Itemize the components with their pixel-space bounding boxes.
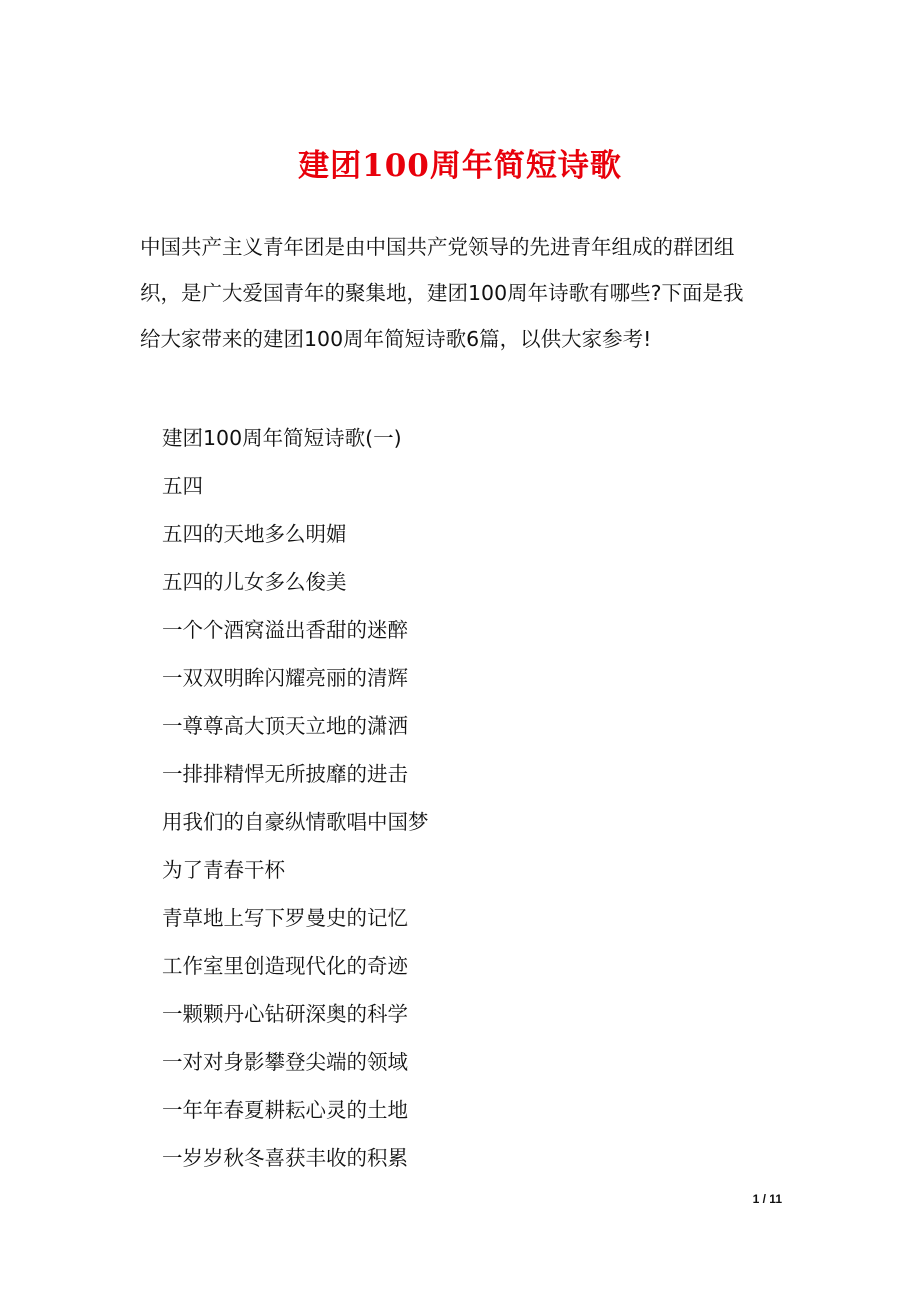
poem-line: 一排排精悍无所披靡的进击 xyxy=(162,762,408,786)
page-number: 1 / 11 xyxy=(752,1192,782,1206)
poem-section xyxy=(162,414,782,1182)
poem-line: 用我们的自豪纵情歌唱中国梦 xyxy=(162,810,429,834)
poem-heading: 建团100周年简短诗歌(一) xyxy=(162,426,402,450)
poem-line: 五四的儿女多么俊美 xyxy=(162,570,347,594)
poem-line: 为了青春干杯 xyxy=(162,858,285,882)
poem-line: 青草地上写下罗曼史的记忆 xyxy=(162,906,408,930)
poem-line: 一尊尊高大顶天立地的潇洒 xyxy=(162,714,408,738)
poem-line: 一个个酒窝溢出香甜的迷醉 xyxy=(162,618,408,642)
poem-line: 一颗颗丹心钻研深奥的科学 xyxy=(162,1002,408,1026)
intro-line: 织，是广大爱国青年的聚集地，建团100周年诗歌有哪些?下面是我 xyxy=(140,281,744,305)
poem-line: 工作室里创造现代化的奇迹 xyxy=(162,954,408,978)
intro-paragraph xyxy=(140,224,786,362)
document-title: 建团100周年简短诗歌 xyxy=(298,148,622,184)
poem-line: 一岁岁秋冬喜获丰收的积累 xyxy=(162,1146,408,1170)
intro-line: 给大家带来的建团100周年简短诗歌6篇，以供大家参考! xyxy=(140,327,652,351)
poem-line: 一对对身影攀登尖端的领域 xyxy=(162,1050,408,1074)
intro-line: 中国共产主义青年团是由中国共产党领导的先进青年组成的群团组 xyxy=(140,235,735,259)
poem-line: 五四的天地多么明媚 xyxy=(162,522,347,546)
poem-line: 一年年春夏耕耘心灵的土地 xyxy=(162,1098,408,1122)
poem-line: 一双双明眸闪耀亮丽的清辉 xyxy=(162,666,408,690)
poem-line: 五四 xyxy=(162,474,203,498)
